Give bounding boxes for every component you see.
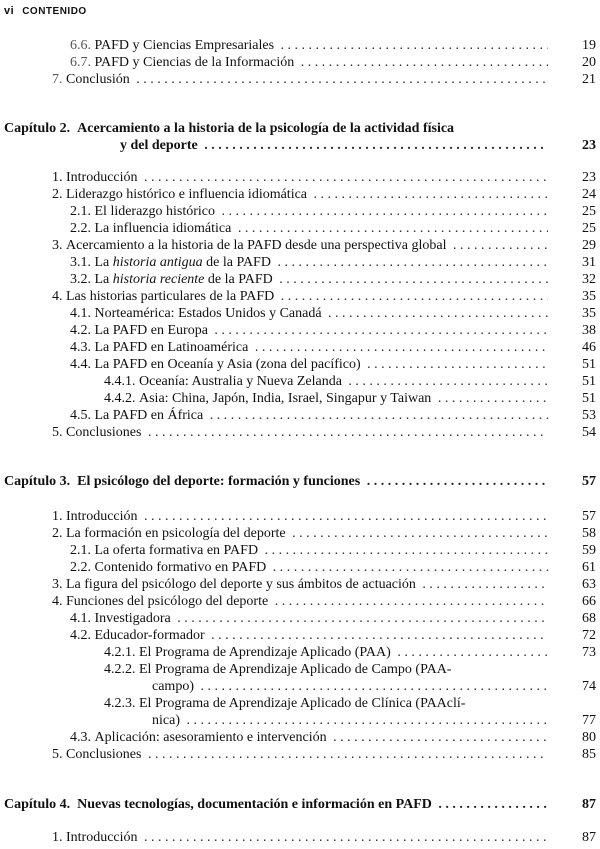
entry-title: PAFD y Ciencias de la Información — [94, 55, 295, 70]
toc-entry-text — [70, 339, 548, 356]
toc-entry — [0, 729, 600, 746]
section-number: 4.5. — [70, 408, 91, 423]
toc-entry — [0, 288, 600, 305]
toc-entry-text — [52, 829, 548, 846]
header-page-number: vi — [4, 5, 15, 17]
entry-title-post: de la PAFD — [202, 255, 271, 270]
section-number: 4.1. — [70, 306, 91, 321]
page-number: 35 — [582, 306, 596, 321]
toc-entry — [0, 237, 600, 254]
page-number: 73 — [582, 645, 596, 660]
toc-entry-text — [70, 356, 548, 373]
toc-entry-text — [120, 137, 548, 154]
section-number: 4.3. — [70, 730, 91, 745]
page-number: 51 — [582, 374, 596, 389]
toc-entry-text — [4, 120, 454, 137]
entry-title: Aplicación: asesoramiento e intervención — [94, 730, 327, 745]
page-number: 72 — [582, 628, 596, 643]
page-number: 25 — [582, 204, 596, 219]
toc-entry-text — [104, 390, 548, 407]
entry-title: La PAFD en Oceanía y Asia (zona del pacífico) — [94, 357, 361, 372]
page-number: 57 — [582, 509, 596, 524]
entry-title: PAFD y Ciencias Empresariales — [94, 38, 275, 53]
section-number: 4.2.1. — [104, 645, 136, 660]
toc-entry — [0, 322, 600, 339]
toc-entry-text — [70, 322, 548, 339]
toc-entry — [0, 576, 600, 593]
toc-entry — [0, 186, 600, 203]
page-number: 61 — [582, 560, 596, 575]
toc-entry — [0, 712, 600, 729]
entry-title: La PAFD en Latinoamérica — [94, 340, 249, 355]
toc-entry-text — [70, 542, 548, 559]
toc-entry-text — [52, 424, 548, 441]
section-number: 2.2. — [70, 560, 91, 575]
entry-title: La figura del psicólogo del deporte y sus ámbitos de actuación — [66, 577, 416, 592]
toc-entry — [0, 627, 600, 644]
header-title: CONTENIDO — [22, 5, 87, 17]
page-number: 59 — [582, 543, 596, 558]
section-number: 4.2. — [70, 323, 91, 338]
toc-entry — [0, 508, 600, 525]
page-number: 29 — [582, 238, 596, 253]
entry-title-pre: La — [94, 255, 113, 270]
toc-entry-text — [52, 746, 548, 763]
entry-title: La PAFD en África — [94, 408, 204, 423]
page-number: 68 — [582, 611, 596, 626]
page-number: 20 — [582, 55, 596, 70]
toc-entry — [0, 373, 600, 390]
toc-entry-text — [52, 237, 548, 254]
entry-title: nica) — [152, 713, 180, 728]
toc-chapter-entry — [0, 120, 600, 137]
page-number: 23 — [582, 170, 596, 185]
entry-title: La influencia idiomática — [94, 221, 232, 236]
toc-entry-text — [70, 254, 548, 271]
toc-entry — [0, 71, 600, 88]
entry-title: El psicólogo del deporte: formación y funciones — [77, 474, 361, 489]
page-number: 51 — [582, 391, 596, 406]
page-number: 21 — [582, 72, 596, 87]
toc-entry — [0, 271, 600, 288]
entry-title-post: de la PAFD — [204, 272, 273, 287]
page-number: 74 — [582, 679, 596, 694]
chapter-label: Capítulo 4. — [4, 797, 71, 812]
toc-entry — [0, 559, 600, 576]
toc-entry-text — [70, 407, 548, 424]
toc-entry — [0, 678, 600, 695]
section-number: 6.7. — [70, 55, 91, 70]
chapter-label: Capítulo 2. — [4, 121, 71, 136]
toc-entry — [0, 593, 600, 610]
toc-entry — [0, 137, 600, 154]
page-number: 85 — [582, 747, 596, 762]
page-number: 53 — [582, 408, 596, 423]
toc-entry — [0, 339, 600, 356]
page-number: 32 — [582, 272, 596, 287]
toc-entry — [0, 829, 600, 846]
section-number: 2.1. — [70, 543, 91, 558]
toc-entry — [0, 610, 600, 627]
section-number: 2. — [52, 187, 63, 202]
entry-title: La PAFD en Europa — [94, 323, 208, 338]
entry-title: Introducción — [66, 170, 138, 185]
toc-entry-text — [104, 644, 548, 661]
page-number: 77 — [582, 713, 596, 728]
toc-entry — [0, 542, 600, 559]
toc-entry-text — [70, 627, 548, 644]
toc-entry-text — [70, 220, 548, 237]
entry-title: Acercamiento a la historia de la psicología de la actividad física — [77, 121, 455, 136]
toc-entry — [0, 746, 600, 763]
toc-entry — [0, 424, 600, 441]
section-number: 5. — [52, 425, 63, 440]
entry-title: campo) — [152, 679, 194, 694]
toc-entry — [0, 37, 600, 54]
entry-title: Liderazgo histórico e influencia idiomática — [66, 187, 308, 202]
toc-entry-text — [70, 559, 548, 576]
entry-title: Introducción — [66, 509, 138, 524]
entry-title: Nuevas tecnologías, documentación e información en PAFD — [77, 797, 432, 812]
page-number: 35 — [582, 289, 596, 304]
entry-title: Funciones del psicólogo del deporte — [66, 594, 269, 609]
page-number: 19 — [582, 38, 596, 53]
section-number: 6.6. — [70, 38, 91, 53]
toc-entry — [0, 203, 600, 220]
page-number: 58 — [582, 526, 596, 541]
page-number: 23 — [582, 138, 596, 153]
toc-entry-text — [52, 169, 548, 186]
section-number: 4.4.2. — [104, 391, 136, 406]
toc-entry — [0, 254, 600, 271]
section-number: 7. — [52, 72, 63, 87]
toc-entry-text — [152, 712, 548, 729]
section-number: 4.2.3. — [104, 696, 136, 711]
entry-title: El Programa de Aprendizaje Aplicado de Clínica (PAAclí- — [139, 696, 466, 711]
section-number: 3. — [52, 238, 63, 253]
entry-title: Conclusiones — [66, 425, 142, 440]
toc-entry — [0, 661, 600, 678]
page-number: 51 — [582, 357, 596, 372]
toc-entry-text — [52, 508, 548, 525]
section-number: 5. — [52, 747, 63, 762]
toc-entry-text — [70, 271, 548, 288]
entry-title: El liderazgo histórico — [94, 204, 216, 219]
entry-title: Conclusión — [66, 72, 130, 87]
page-number: 38 — [582, 323, 596, 338]
toc-entry-text — [70, 37, 548, 54]
toc-entry-text — [4, 473, 548, 490]
toc-entry-text — [70, 54, 548, 71]
page-number: 63 — [582, 577, 596, 592]
page-number: 25 — [582, 221, 596, 236]
entry-title: Educador-formador — [94, 628, 205, 643]
toc-entry-text — [70, 729, 548, 746]
section-number: 2. — [52, 526, 63, 541]
toc-entry — [0, 54, 600, 71]
toc-entry-text — [52, 593, 548, 610]
entry-title: Introducción — [66, 830, 138, 845]
section-number: 4.2.2. — [104, 662, 136, 677]
section-number: 4.4. — [70, 357, 91, 372]
section-number: 3.1. — [70, 255, 91, 270]
page-number: 46 — [582, 340, 596, 355]
toc-entry-text — [52, 186, 548, 203]
section-number: 1. — [52, 170, 63, 185]
entry-title: Oceanía: Australia y Nueva Zelanda — [139, 374, 342, 389]
entry-title: La formación en psicología del deporte — [66, 526, 286, 541]
section-number: 4.2. — [70, 628, 91, 643]
section-number: 4.4.1. — [104, 374, 136, 389]
entry-title: Acercamiento a la historia de la PAFD desde una perspectiva global — [66, 238, 447, 253]
page-number: 66 — [582, 594, 596, 609]
toc-entry — [0, 525, 600, 542]
toc-entry-text — [152, 678, 548, 695]
page-number: 54 — [582, 425, 596, 440]
section-number: 1. — [52, 509, 63, 524]
chapter-label: Capítulo 3. — [4, 474, 71, 489]
entry-title: Contenido formativo en PAFD — [94, 560, 267, 575]
toc-entry-text — [70, 305, 548, 322]
entry-title: Conclusiones — [66, 747, 142, 762]
entry-title-italic: historia antigua — [112, 255, 203, 270]
toc-entry — [0, 644, 600, 661]
entry-title: Asia: China, Japón, India, Israel, Singapur y Taiwan — [139, 391, 432, 406]
entry-title: El Programa de Aprendizaje Aplicado (PAA) — [139, 645, 391, 660]
entry-title: y del deporte — [120, 138, 198, 153]
entry-title-pre: La — [94, 272, 113, 287]
page-number: 80 — [582, 730, 596, 745]
toc-entry — [0, 390, 600, 407]
entry-title: La oferta formativa en PAFD — [94, 543, 259, 558]
toc-entry-text — [52, 288, 548, 305]
toc-entry-text — [4, 796, 548, 813]
toc-entry-text — [104, 661, 451, 678]
section-number: 2.1. — [70, 204, 91, 219]
entry-title: El Programa de Aprendizaje Aplicado de Campo (PAA- — [139, 662, 452, 677]
section-number: 3. — [52, 577, 63, 592]
section-number: 2.2. — [70, 221, 91, 236]
section-number: 4.3. — [70, 340, 91, 355]
page-number: 31 — [582, 255, 596, 270]
toc-entry-text — [52, 71, 548, 88]
section-number: 4. — [52, 594, 63, 609]
toc-entry-text — [70, 610, 548, 627]
toc-entry — [0, 407, 600, 424]
entry-title: Investigadora — [94, 611, 171, 626]
toc-chapter-entry — [0, 473, 600, 490]
toc-entry — [0, 169, 600, 186]
toc-chapter-entry — [0, 796, 600, 813]
page-number: 87 — [582, 797, 596, 812]
toc-entry-text — [104, 695, 465, 712]
toc-entry — [0, 305, 600, 322]
toc-entry — [0, 695, 600, 712]
toc-entry — [0, 220, 600, 237]
toc-entry-text — [52, 525, 548, 542]
entry-title: Norteamérica: Estados Unidos y Canadá — [94, 306, 322, 321]
toc-entry-text — [70, 203, 548, 220]
page-number: 24 — [582, 187, 596, 202]
entry-title-italic: historia reciente — [112, 272, 205, 287]
page-number: 57 — [582, 474, 596, 489]
section-number: 1. — [52, 830, 63, 845]
toc-entry-text — [52, 576, 548, 593]
entry-title: Las historias particulares de la PAFD — [66, 289, 275, 304]
section-number: 4. — [52, 289, 63, 304]
toc-entry — [0, 356, 600, 373]
page-number: 87 — [582, 830, 596, 845]
toc-entry-text — [104, 373, 548, 390]
section-number: 4.1. — [70, 611, 91, 626]
section-number: 3.2. — [70, 272, 91, 287]
